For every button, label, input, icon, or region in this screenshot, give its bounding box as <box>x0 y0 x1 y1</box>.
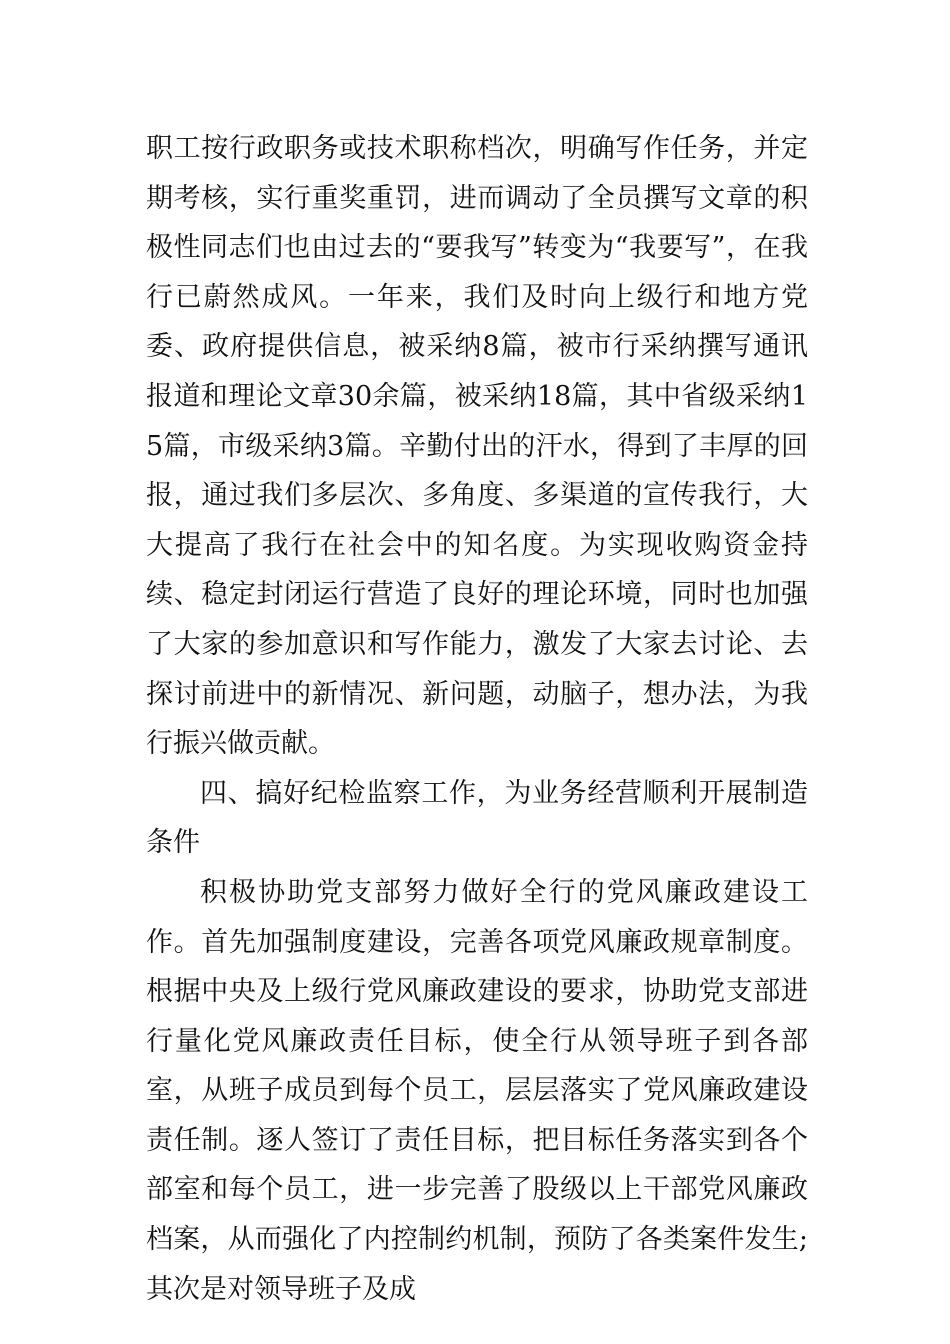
section-heading-four: 四、搞好纪检监察工作，为业务经营顺利开展制造条件 <box>146 777 808 859</box>
document-body <box>146 124 808 1314</box>
body-paragraph: 积极协助党支部努力做好全行的党风廉政建设工作。首先加强制度建设，完善各项党风廉政规章制度。根据中央及上级行党风廉政建设的要求，协助党支部进行量化党风廉政责任目标，使全行从领导班子到各部室，从班子成员到每个员工，层层落实了党风廉政建设责任制。逐人签订了责任目标，把目标任务落实到各个部室和每个员工，进一步完善了股级以上干部党风廉政档案，从而强化了内控制约机制，预防了各类案件发生;其次是对领导班子及成 <box>146 876 808 1305</box>
body-paragraph: 职工按行政职务或技术职称档次，明确写作任务，并定期考核，实行重奖重罚，进而调动了全员撰写文章的积极性同志们也由过去的“要我写”转变为“我要写”，在我行已蔚然成风。一年来，我们及时向上级行和地方党委、政府提供信息，被采纳8篇，被市行采纳撰写通讯报道和理论文章30余篇，被采纳18篇，其中省级采纳15篇，市级采纳3篇。辛勤付出的汗水，得到了丰厚的回报，通过我们多层次、多角度、多渠道的宣传我行，大大提高了我行在社会中的知名度。为实现收购资金持续、稳定封闭运行营造了良好的理论环境，同时也加强了大家的参加意识和写作能力，激发了大家去讨论、去探讨前进中的新情况、新问题，动脑子，想办法，为我行振兴做贡献。 <box>146 133 808 760</box>
